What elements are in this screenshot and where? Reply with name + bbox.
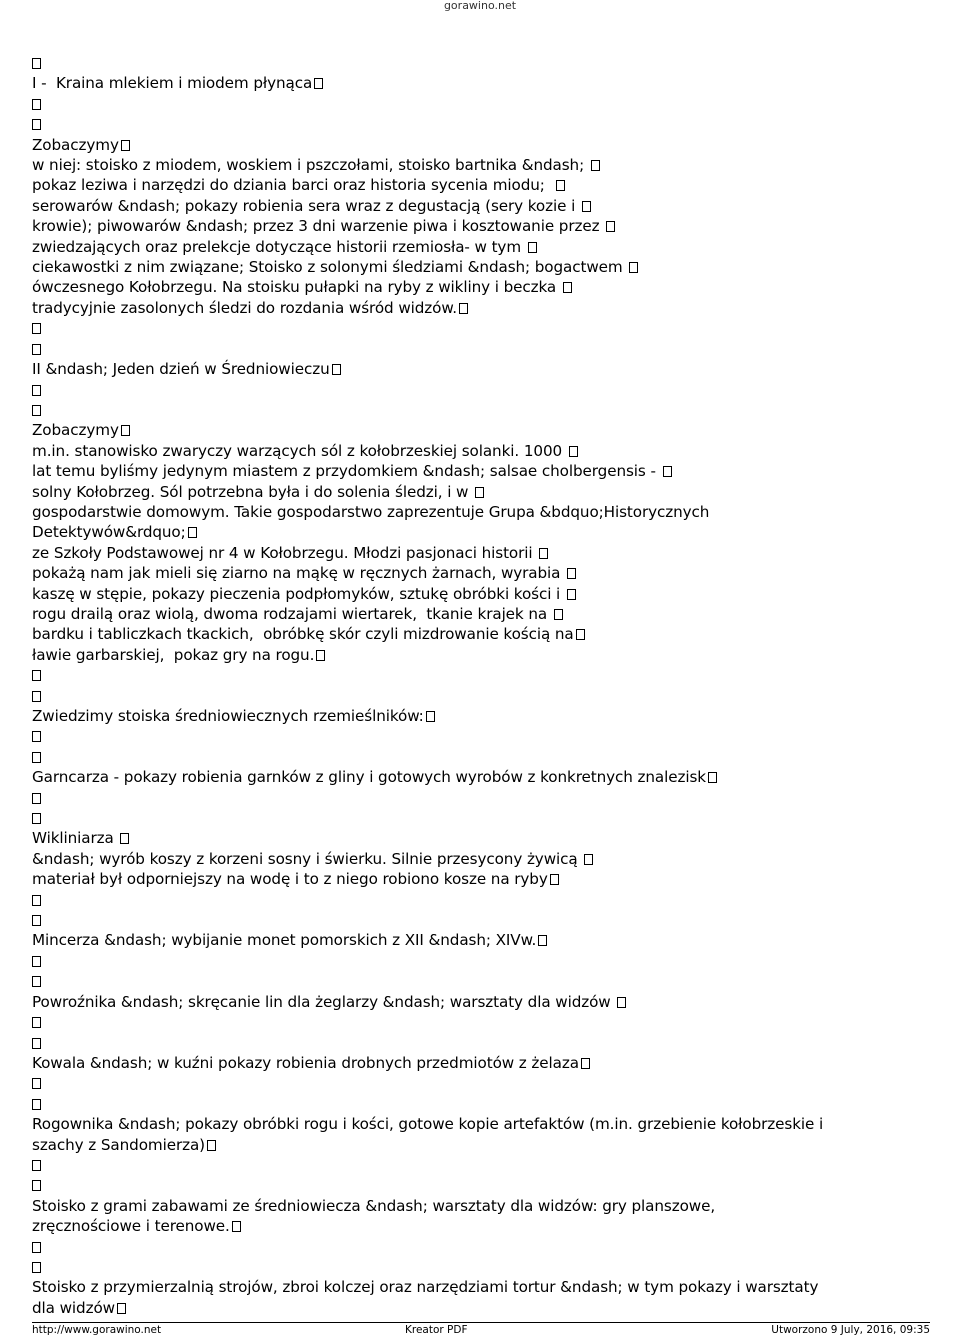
document-line: [32, 522, 932, 542]
document-line: [32, 645, 932, 665]
missing-glyph-box-icon: [567, 589, 576, 600]
missing-glyph-box-icon: [32, 895, 41, 906]
document-line: [32, 1135, 932, 1155]
line-text: materiał był odporniejszy na wodę i to z niego robiono kosze na ryby: [32, 870, 548, 889]
missing-glyph-box-icon: [528, 242, 537, 253]
document-line: [32, 155, 932, 175]
missing-glyph-box-icon: [550, 874, 559, 885]
line-text: solny Kołobrzeg. Sól potrzebna była i do solenia śledzi, i w: [32, 482, 474, 501]
document-line: [32, 604, 932, 624]
document-line: [32, 461, 932, 481]
missing-glyph-box-icon: [32, 385, 41, 396]
line-text: Zwiedzimy stoiska średniowiecznych rzemieślników:: [32, 707, 424, 725]
missing-glyph-box-icon: [32, 1262, 41, 1273]
missing-glyph-box-icon: [708, 772, 717, 783]
document-line: [32, 339, 932, 359]
line-text: w niej: stoisko z miodem, woskiem i pszczołami, stoisko bartnika &ndash;: [32, 156, 589, 175]
document-line: [32, 788, 932, 808]
document-line: [32, 726, 932, 746]
document-line: [32, 420, 932, 440]
document-line: [32, 951, 932, 971]
missing-glyph-box-icon: [32, 1099, 41, 1110]
missing-glyph-box-icon: [32, 344, 41, 355]
missing-glyph-box-icon: [567, 568, 576, 579]
missing-glyph-box-icon: [120, 833, 129, 844]
document-line: [32, 257, 932, 277]
line-text: zręcznościowe i terenowe.: [32, 1217, 230, 1236]
footer-created-date: Utworzono 9 July, 2016, 09:35: [771, 1324, 930, 1336]
missing-glyph-box-icon: [32, 119, 41, 130]
site-header: gorawino.net: [443, 0, 517, 12]
missing-glyph-box-icon: [582, 201, 591, 212]
missing-glyph-box-icon: [121, 140, 130, 151]
line-text: Zobaczymy: [32, 135, 119, 154]
missing-glyph-box-icon: [32, 1242, 41, 1253]
document-line: [32, 1298, 932, 1318]
document-line: [32, 1196, 932, 1216]
missing-glyph-box-icon: [617, 997, 626, 1008]
document-line: [32, 1277, 932, 1297]
document-line: [32, 1053, 932, 1073]
line-text: tradycyjnie zasolonych śledzi do rozdania wśród widzów.: [32, 298, 458, 317]
line-text: dla widzów: [32, 1298, 115, 1317]
missing-glyph-box-icon: [32, 1078, 41, 1089]
document-line: [32, 624, 932, 644]
footer-url[interactable]: http://www.gorawino.net: [32, 1324, 162, 1336]
missing-glyph-box-icon: [32, 323, 41, 334]
document-line: [32, 1114, 932, 1134]
document-line: [32, 849, 932, 869]
document-line: [32, 1155, 932, 1175]
document-line: [32, 237, 932, 257]
missing-glyph-box-icon: [538, 935, 547, 946]
line-text: kaszę w stępie, pokazy pieczenia podpłomyków, sztukę obróbki kości i: [32, 584, 565, 603]
line-text: serowarów &ndash; pokazy robienia sera wraz z degustacją (sery kozie i: [32, 196, 580, 215]
missing-glyph-box-icon: [32, 813, 41, 824]
line-text: Stoisko z grami zabawami ze średniowiecza &ndash; warsztaty dla widzów: gry planszowe,: [32, 1196, 716, 1215]
missing-glyph-box-icon: [188, 527, 197, 538]
document-line: [32, 543, 932, 563]
missing-glyph-box-icon: [314, 78, 323, 89]
line-text: rogu drailą oraz wiolą, dwoma rodzajami wiertarek, tkanie krajek na: [32, 604, 552, 623]
document-line: [32, 869, 932, 889]
line-text: Stoisko z przymierzalnią strojów, zbroi kolczej oraz narzędziami tortur &ndash; w tym pokazy i warsztaty: [32, 1278, 819, 1297]
document-line: [32, 1175, 932, 1195]
missing-glyph-box-icon: [32, 956, 41, 967]
line-text: Garncarza - pokazy robienia garnków z gliny i gotowych wyrobów z konkretnych znalezisk: [32, 768, 706, 787]
line-text: zwiedzających oraz prelekcje dotyczące historii rzemiosła- w tym: [32, 237, 526, 256]
missing-glyph-box-icon: [459, 303, 468, 314]
line-text: m.in. stanowisko zwaryczy warzących sól z kołobrzeskiej solanki. 1000: [32, 441, 567, 460]
line-text: &ndash; wyrób koszy z korzeni sosny i świerku. Silnie przesycony żywicą: [32, 849, 583, 868]
line-text: I - Kraina mlekiem i miodem płynąca: [32, 74, 313, 93]
document-line: [32, 890, 932, 910]
line-text: ze Szkoły Podstawowej nr 4 w Kołobrzegu. Młodzi pasjonaci historii: [32, 543, 538, 562]
line-text: Kowala &ndash; w kuźni pokazy robienia drobnych przedmiotów z żelaza: [32, 1053, 579, 1072]
missing-glyph-box-icon: [32, 1017, 41, 1028]
missing-glyph-box-icon: [207, 1140, 216, 1151]
document-line: [32, 53, 932, 73]
missing-glyph-box-icon: [591, 160, 600, 171]
line-text: Detektywów&rdquo;: [32, 523, 186, 542]
document-line: [32, 318, 932, 338]
document-body: [32, 53, 932, 1318]
line-text: Powroźnika &ndash; skręcanie lin dla żeglarzy &ndash; warsztaty dla widzów: [32, 992, 616, 1011]
document-line: [32, 910, 932, 930]
missing-glyph-box-icon: [32, 752, 41, 763]
document-line: [32, 441, 932, 461]
missing-glyph-box-icon: [556, 180, 565, 191]
missing-glyph-box-icon: [32, 58, 41, 69]
missing-glyph-box-icon: [32, 1160, 41, 1171]
line-text: ławie garbarskiej, pokaz gry na rogu.: [32, 645, 315, 664]
missing-glyph-box-icon: [32, 731, 41, 742]
missing-glyph-box-icon: [32, 976, 41, 987]
document-line: [32, 808, 932, 828]
document-line: [32, 277, 932, 297]
line-text: ówczesnego Kołobrzegu. Na stoisku pułapki na ryby z wikliny i beczka: [32, 278, 561, 297]
document-line: [32, 1033, 932, 1053]
missing-glyph-box-icon: [32, 691, 41, 702]
missing-glyph-box-icon: [121, 425, 130, 436]
line-text: Zobaczymy: [32, 421, 119, 440]
document-line: [32, 94, 932, 114]
missing-glyph-box-icon: [32, 1180, 41, 1191]
missing-glyph-box-icon: [629, 262, 638, 273]
missing-glyph-box-icon: [569, 446, 578, 457]
missing-glyph-box-icon: [32, 1038, 41, 1049]
page-footer: [32, 1324, 930, 1337]
document-line: [32, 563, 932, 583]
document-line: [32, 73, 932, 93]
missing-glyph-box-icon: [554, 609, 563, 620]
line-text: pokaz leziwa i narzędzi do dziania barci oraz historia sycenia miodu;: [32, 176, 555, 195]
document-line: [32, 1073, 932, 1093]
document-line: [32, 665, 932, 685]
document-line: [32, 930, 932, 950]
document-line: [32, 196, 932, 216]
document-line: [32, 747, 932, 767]
document-line: [32, 216, 932, 236]
document-line: [32, 1237, 932, 1257]
missing-glyph-box-icon: [426, 711, 435, 722]
document-line: [32, 298, 932, 318]
missing-glyph-box-icon: [584, 854, 593, 865]
line-text: bardku i tabliczkach tkackich, obróbkę skór czyli mizdrowanie kością na: [32, 625, 574, 644]
line-text: pokażą nam jak mieli się ziarno na mąkę w ręcznych żarnach, wyrabia: [32, 564, 566, 583]
footer-divider: [32, 1322, 930, 1323]
line-text: szachy z Sandomierza): [32, 1135, 205, 1154]
missing-glyph-box-icon: [32, 99, 41, 110]
line-text: Wikliniarza: [32, 829, 119, 848]
document-line: [32, 706, 932, 726]
line-text: II &ndash; Jeden dzień w Średniowieczu: [32, 360, 330, 379]
document-line: [32, 482, 932, 502]
missing-glyph-box-icon: [32, 793, 41, 804]
line-text: ciekawostki z nim związane; Stoisko z solonymi śledziami &ndash; bogactwem: [32, 258, 628, 277]
document-line: [32, 584, 932, 604]
missing-glyph-box-icon: [32, 405, 41, 416]
document-line: [32, 502, 932, 522]
line-text: krowie); piwowarów &ndash; przez 3 dni warzenie piwa i kosztowanie przez: [32, 217, 605, 236]
document-line: [32, 175, 932, 195]
document-line: [32, 767, 932, 787]
line-text: Mincerza &ndash; wybijanie monet pomorskich z XII &ndash; XIVw.: [32, 931, 537, 950]
line-text: Rogownika &ndash; pokazy obróbki rogu i kości, gotowe kopie artefaktów (m.in. grzebienie kołobrzeskie i: [32, 1115, 824, 1134]
missing-glyph-box-icon: [316, 650, 325, 661]
missing-glyph-box-icon: [576, 629, 585, 640]
document-line: [32, 828, 932, 848]
document-line: [32, 971, 932, 991]
document-line: [32, 135, 932, 155]
missing-glyph-box-icon: [117, 1303, 126, 1314]
document-line: [32, 359, 932, 379]
missing-glyph-box-icon: [32, 915, 41, 926]
line-text: lat temu byliśmy jedynym miastem z przydomkiem &ndash; salsae cholbergensis -: [32, 462, 661, 481]
document-line: [32, 686, 932, 706]
document-line: [32, 1094, 932, 1114]
document-line: [32, 992, 932, 1012]
missing-glyph-box-icon: [606, 221, 615, 232]
missing-glyph-box-icon: [332, 364, 341, 375]
line-text: gospodarstwie domowym. Takie gospodarstwo zaprezentuje Grupa &bdquo;Historycznych: [32, 502, 710, 521]
missing-glyph-box-icon: [539, 548, 548, 559]
missing-glyph-box-icon: [475, 487, 484, 498]
footer-generator: Kreator PDF: [405, 1324, 468, 1336]
document-line: [32, 1012, 932, 1032]
document-line: [32, 380, 932, 400]
document-line: [32, 1257, 932, 1277]
document-line: [32, 1216, 932, 1236]
missing-glyph-box-icon: [663, 466, 672, 477]
missing-glyph-box-icon: [232, 1221, 241, 1232]
missing-glyph-box-icon: [32, 670, 41, 681]
missing-glyph-box-icon: [563, 282, 572, 293]
document-line: [32, 114, 932, 134]
missing-glyph-box-icon: [581, 1058, 590, 1069]
document-line: [32, 400, 932, 420]
